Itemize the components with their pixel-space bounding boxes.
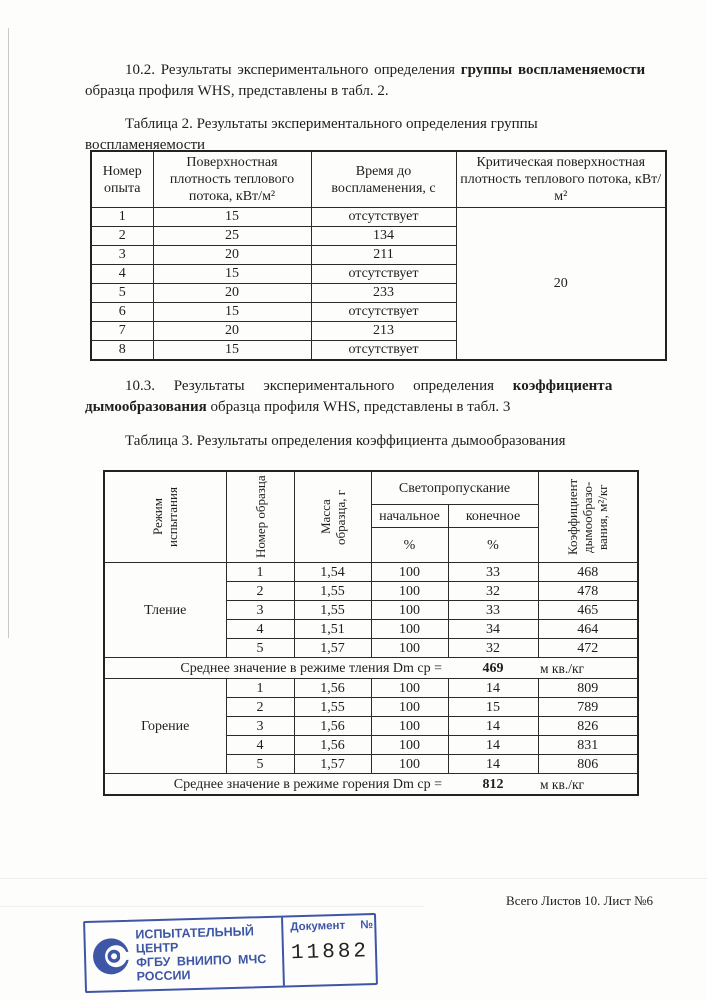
table-cell: 1	[226, 563, 294, 582]
mode-label-burn: Горение	[104, 679, 226, 774]
table-cell: 1,56	[294, 717, 371, 736]
scan-artifact-line	[8, 28, 9, 638]
burn-average-row	[104, 774, 638, 796]
table-cell: 1,56	[294, 679, 371, 698]
table-cell: 211	[311, 246, 456, 265]
column-header-light-transmission: Светопропускание	[371, 471, 538, 505]
table-cell: 15	[153, 265, 311, 284]
column-header: Номер опыта	[91, 151, 153, 208]
column-header: Время до воспламенения, с	[311, 151, 456, 208]
flammability-results-table	[90, 150, 667, 361]
table-cell: 1,56	[294, 736, 371, 755]
paragraph-bold-text: группы воспламеняемости	[460, 62, 646, 78]
paragraph-10-2-line1	[85, 60, 707, 81]
column-header: Критическая поверхностная плотность теплового потока, кВт/м²	[456, 151, 666, 208]
stamp-org-section	[85, 918, 285, 992]
table-cell: 5	[91, 284, 153, 303]
table-cell: 14	[448, 736, 538, 755]
smoke-coefficient-table	[103, 470, 639, 796]
critical-flux-merged-cell: 20	[456, 208, 666, 361]
table-cell: 20	[153, 284, 311, 303]
table-cell: 34	[448, 620, 538, 639]
column-header-initial: начальное	[371, 505, 448, 528]
table-cell: отсутствует	[311, 341, 456, 361]
table-header-row	[104, 471, 638, 505]
table-cell: 464	[538, 620, 638, 639]
table-cell: 8	[91, 341, 153, 361]
paragraph-bold-text: дымообразования	[85, 399, 207, 415]
table-cell: 14	[448, 717, 538, 736]
table-cell: 5	[226, 639, 294, 658]
vniipo-logo-icon	[89, 934, 134, 979]
table-cell: 100	[371, 563, 448, 582]
column-header: Поверхностная плотность теплового потока, кВт/м²	[153, 151, 311, 208]
table-cell: 2	[226, 582, 294, 601]
table-cell: 233	[311, 284, 456, 303]
table-cell: 100	[371, 601, 448, 620]
paragraph-10-3-line1	[85, 376, 707, 397]
stamp-org-line1: ИСПЫТАТЕЛЬНЫЙ ЦЕНТР	[135, 924, 255, 956]
table-cell: 100	[371, 698, 448, 717]
average-label: Среднее значение в режиме тления Dm ср =	[104, 658, 448, 679]
table-cell: 100	[371, 620, 448, 639]
table-cell: 15	[153, 208, 311, 227]
average-unit: м кв./кг	[538, 774, 638, 796]
table-cell: 4	[226, 620, 294, 639]
table-cell: 100	[371, 736, 448, 755]
table-cell: отсутствует	[311, 303, 456, 322]
column-header-mass	[294, 471, 371, 563]
page-number-note: Всего Листов 10. Лист №6	[506, 893, 653, 908]
table-cell: 14	[448, 679, 538, 698]
rotated-header-text: Номер образца	[252, 475, 268, 559]
average-value: 812	[448, 774, 538, 796]
table-cell: 1,54	[294, 563, 371, 582]
table-row	[104, 679, 638, 698]
stamp-org-line2: ФГБУ ВНИИПО МЧС РОССИИ	[136, 952, 267, 984]
column-header-percent: %	[448, 528, 538, 563]
column-header-percent: %	[371, 528, 448, 563]
table-cell: 100	[371, 582, 448, 601]
table-cell: 15	[153, 341, 311, 361]
column-header-mode	[104, 471, 226, 563]
paragraph-text: 10.2. Результаты экспериментального определения	[125, 62, 461, 78]
table-header-row	[91, 151, 666, 208]
table-cell: 789	[538, 698, 638, 717]
table-cell: 2	[226, 698, 294, 717]
table-cell: 468	[538, 563, 638, 582]
document-number-label: Документ №	[290, 919, 374, 934]
paragraph-text: образца профиля WHS, представлены в табл. 3	[206, 399, 511, 415]
table-cell: 809	[538, 679, 638, 698]
table-cell: 20	[153, 246, 311, 265]
paragraph-10-3-line2	[85, 397, 670, 418]
table-cell: 100	[371, 717, 448, 736]
paragraph-text: 10.3. Результаты экспериментального определения	[125, 378, 513, 394]
stamp-org-text	[135, 924, 283, 984]
table-row	[91, 208, 666, 227]
table-cell: 1	[91, 208, 153, 227]
table-cell: 15	[448, 698, 538, 717]
rotated-header-text: Масса образца, г	[317, 489, 348, 545]
table2-caption-line2: воспламеняемости	[85, 137, 206, 153]
table3-caption: Таблица 3. Результаты определения коэффициента дымообразования	[125, 433, 566, 449]
average-unit: м кв./кг	[538, 658, 638, 679]
table-cell: 2	[91, 227, 153, 246]
table-cell: 3	[226, 717, 294, 736]
column-header-sample-no	[226, 471, 294, 563]
table-cell: 478	[538, 582, 638, 601]
table-cell: 33	[448, 601, 538, 620]
table-cell: 5	[226, 755, 294, 774]
table-cell: 1,51	[294, 620, 371, 639]
mode-label-smolder: Тление	[104, 563, 226, 658]
table-cell: 15	[153, 303, 311, 322]
table2-caption-line1: Таблица 2. Результаты экспериментального определения группы	[125, 116, 538, 132]
table-cell: 4	[91, 265, 153, 284]
rotated-header-text: Режим испытания	[150, 487, 181, 547]
average-label: Среднее значение в режиме горения Dm ср =	[104, 774, 448, 796]
table-cell: 826	[538, 717, 638, 736]
table-cell: 1,57	[294, 755, 371, 774]
paragraph-bold-text: коэффициента	[512, 378, 613, 394]
table-cell: 25	[153, 227, 311, 246]
table-cell: 831	[538, 736, 638, 755]
table-cell: 1,55	[294, 698, 371, 717]
table-cell: 100	[371, 679, 448, 698]
test-center-stamp	[83, 913, 378, 993]
table-cell: 806	[538, 755, 638, 774]
table-cell: 20	[153, 322, 311, 341]
scan-artifact-line	[0, 906, 424, 907]
table-cell: 4	[226, 736, 294, 755]
table-cell: отсутствует	[311, 265, 456, 284]
table-cell: 14	[448, 755, 538, 774]
table-cell: 1	[226, 679, 294, 698]
table-cell: отсутствует	[311, 208, 456, 227]
table-cell: 100	[371, 755, 448, 774]
table-cell: 3	[226, 601, 294, 620]
table-cell: 32	[448, 582, 538, 601]
table-cell: 7	[91, 322, 153, 341]
table-cell: 472	[538, 639, 638, 658]
average-value: 469	[448, 658, 538, 679]
table-cell: 32	[448, 639, 538, 658]
document-number-value: 11882	[290, 940, 370, 966]
column-header-coefficient	[538, 471, 638, 563]
table-cell: 33	[448, 563, 538, 582]
table-cell: 1,55	[294, 601, 371, 620]
table-cell: 3	[91, 246, 153, 265]
table-cell: 1,57	[294, 639, 371, 658]
column-header-final: конечное	[448, 505, 538, 528]
scan-artifact-line	[0, 878, 707, 879]
table-cell: 134	[311, 227, 456, 246]
table-cell: 100	[371, 639, 448, 658]
table-cell: 6	[91, 303, 153, 322]
table-cell: 465	[538, 601, 638, 620]
table-row	[104, 563, 638, 582]
smolder-average-row	[104, 658, 638, 679]
rotated-header-text: Коэффициент дымообразования, м²/кг	[565, 478, 611, 556]
table-cell: 1,55	[294, 582, 371, 601]
paragraph-10-2-line2: образца профиля WHS, представлены в табл. 2.	[85, 83, 389, 99]
stamp-document-section	[283, 915, 381, 986]
table-cell: 213	[311, 322, 456, 341]
